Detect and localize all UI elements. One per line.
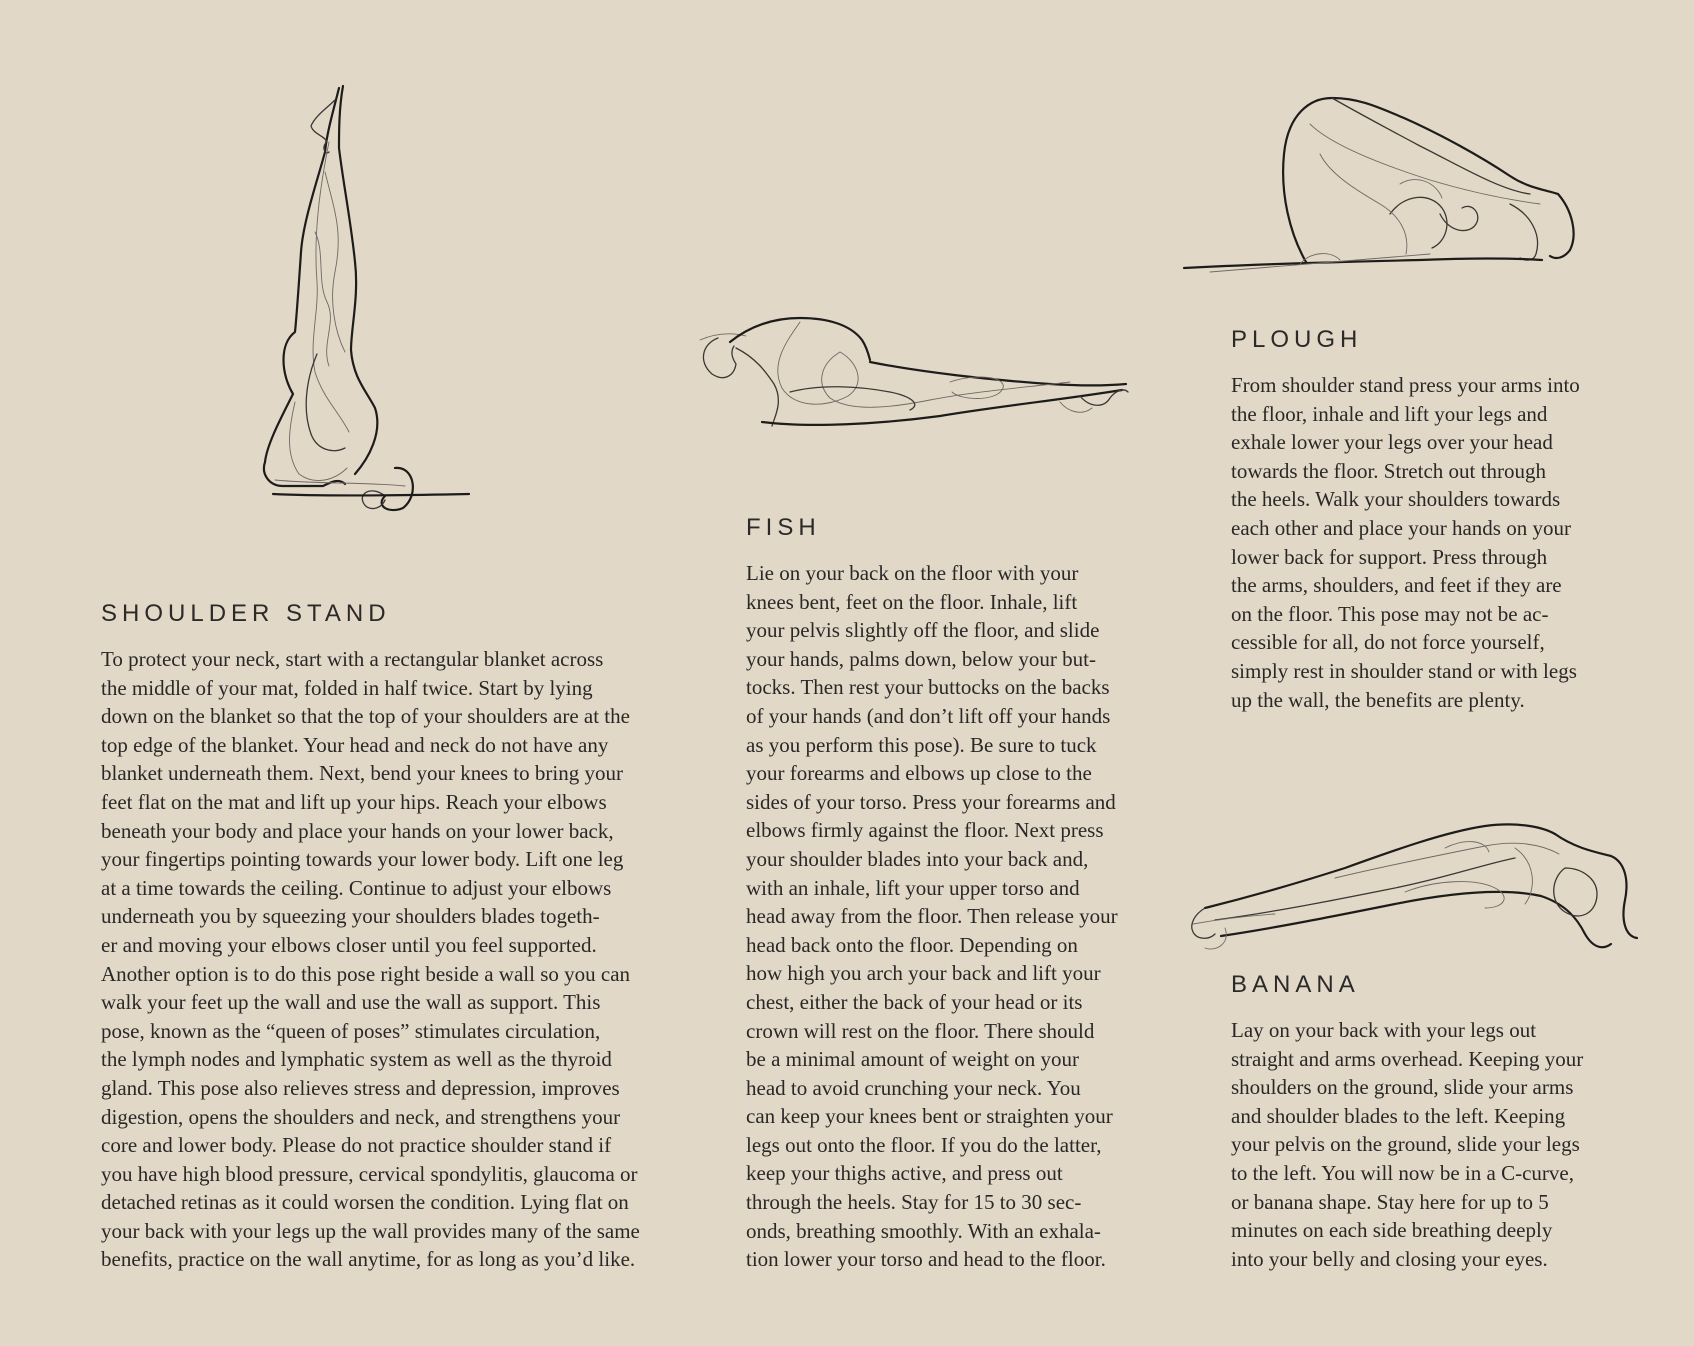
text-line: minutes on each side breathing deeply bbox=[1231, 1218, 1553, 1243]
plough-title: PLOUGH bbox=[1231, 326, 1363, 353]
text-line: as you perform this pose). Be sure to tuck bbox=[746, 732, 1097, 757]
text-line: er and moving your elbows closer until you feel supported. bbox=[101, 932, 597, 957]
text-line: with an inhale, lift your upper torso and bbox=[746, 875, 1080, 900]
text-line: be a minimal amount of weight on your bbox=[746, 1047, 1080, 1072]
text-line: to the left. You will now be in a C-curve, bbox=[1231, 1160, 1574, 1185]
text-line: straight and arms overhead. Keeping your bbox=[1231, 1046, 1584, 1071]
text-line: legs out onto the floor. If you do the latter, bbox=[746, 1132, 1102, 1157]
text-line: feet flat on the mat and lift up your hips. Reach your elbows bbox=[101, 789, 607, 814]
text-line: head to avoid crunching your neck. You bbox=[746, 1075, 1081, 1100]
text-line: the floor, inhale and lift your legs and bbox=[1231, 401, 1548, 426]
text-line: pose, known as the “queen of poses” stimulates circulation, bbox=[101, 1018, 601, 1043]
plough-pose-figure-icon bbox=[1180, 94, 1580, 280]
text-line: you have high blood pressure, cervical spondylitis, glaucoma or bbox=[101, 1161, 638, 1186]
text-line: each other and place your hands on your bbox=[1231, 515, 1571, 540]
text-line: shoulders on the ground, slide your arms bbox=[1231, 1075, 1574, 1100]
text-line: From shoulder stand press your arms into bbox=[1231, 373, 1580, 397]
text-line: on the floor. This pose may not be ac- bbox=[1231, 601, 1549, 626]
text-line: Lie on your back on the floor with your bbox=[746, 561, 1079, 585]
text-line: your shoulder blades into your back and, bbox=[746, 846, 1089, 871]
text-line: into your belly and closing your eyes. bbox=[1231, 1246, 1548, 1271]
text-line: sides of your torso. Press your forearms and bbox=[746, 789, 1116, 814]
text-line: benefits, practice on the wall anytime, for as long as you’d like. bbox=[101, 1247, 636, 1272]
shoulder-stand-title: SHOULDER STAND bbox=[101, 600, 391, 627]
text-line: gland. This pose also relieves stress and depression, improves bbox=[101, 1075, 620, 1100]
text-line: head back onto the floor. Depending on bbox=[746, 932, 1078, 957]
text-line: digestion, opens the shoulders and neck, and strengthens your bbox=[101, 1104, 621, 1129]
text-line: detached retinas as it could worsen the condition. Lying flat on bbox=[101, 1190, 629, 1215]
text-line: your pelvis on the ground, slide your legs bbox=[1231, 1132, 1580, 1157]
text-line: cessible for all, do not force yourself, bbox=[1231, 630, 1545, 655]
text-line: keep your thighs active, and press out bbox=[746, 1161, 1063, 1186]
text-line: the heels. Walk your shoulders towards bbox=[1231, 487, 1561, 512]
text-line: core and lower body. Please do not practice shoulder stand if bbox=[101, 1133, 612, 1158]
text-line: your back with your legs up the wall provides many of the same bbox=[101, 1218, 640, 1243]
text-line: knees bent, feet on the floor. Inhale, lift bbox=[746, 589, 1078, 614]
text-line: your forearms and elbows up close to the bbox=[746, 761, 1092, 786]
text-line: chest, either the back of your head or its bbox=[746, 989, 1083, 1014]
text-line: lower back for support. Press through bbox=[1231, 544, 1548, 569]
text-line: up the wall, the benefits are plenty. bbox=[1231, 687, 1525, 712]
text-line: and shoulder blades to the left. Keeping bbox=[1231, 1103, 1566, 1128]
text-line: or banana shape. Stay here for up to 5 bbox=[1231, 1189, 1549, 1214]
text-line: at a time towards the ceiling. Continue to adjust your elbows bbox=[101, 875, 612, 900]
fish-pose-figure-icon bbox=[690, 312, 1130, 442]
shoulder-stand-description bbox=[101, 645, 640, 1274]
text-line: exhale lower your legs over your head bbox=[1231, 430, 1553, 455]
text-line: onds, breathing smoothly. With an exhala- bbox=[746, 1218, 1101, 1243]
text-line: towards the floor. Stretch out through bbox=[1231, 458, 1546, 483]
banana-description bbox=[1231, 1016, 1583, 1273]
text-line: your pelvis slightly off the floor, and slide bbox=[746, 618, 1100, 643]
fish-description bbox=[746, 559, 1118, 1274]
text-line: your fingertips pointing towards your lower body. Lift one leg bbox=[101, 847, 624, 872]
banana-title: BANANA bbox=[1231, 971, 1360, 998]
text-line: of your hands (and don’t lift off your hands bbox=[746, 703, 1111, 728]
text-line: tocks. Then rest your buttocks on the backs bbox=[746, 675, 1110, 700]
text-line: can keep your knees bent or straighten your bbox=[746, 1104, 1113, 1129]
text-line: the arms, shoulders, and feet if they are bbox=[1231, 573, 1562, 598]
text-line: crown will rest on the floor. There should bbox=[746, 1018, 1095, 1043]
text-line: beneath your body and place your hands on your lower back, bbox=[101, 818, 614, 843]
text-line: your hands, palms down, below your but- bbox=[746, 646, 1096, 671]
text-line: walk your feet up the wall and use the wall as support. This bbox=[101, 990, 601, 1015]
text-line: simply rest in shoulder stand or with legs bbox=[1231, 658, 1577, 683]
text-line: To protect your neck, start with a rectangular blanket across bbox=[101, 647, 604, 671]
banana-pose-figure-icon bbox=[1185, 808, 1640, 956]
plough-description bbox=[1231, 371, 1580, 714]
text-line: through the heels. Stay for 15 to 30 sec- bbox=[746, 1190, 1082, 1215]
text-line: how high you arch your back and lift your bbox=[746, 961, 1101, 986]
text-line: underneath you by squeezing your shoulders blades togeth- bbox=[101, 904, 600, 929]
text-line: down on the blanket so that the top of your shoulders are at the bbox=[101, 704, 630, 729]
shoulder-stand-figure-icon bbox=[255, 82, 475, 522]
text-line: the middle of your mat, folded in half twice. Start by lying bbox=[101, 675, 593, 700]
text-line: the lymph nodes and lymphatic system as well as the thyroid bbox=[101, 1047, 612, 1072]
text-line: top edge of the blanket. Your head and neck do not have any bbox=[101, 732, 609, 757]
text-line: Lay on your back with your legs out bbox=[1231, 1018, 1537, 1042]
fish-title: FISH bbox=[746, 514, 821, 541]
text-line: head away from the floor. Then release your bbox=[746, 904, 1118, 929]
text-line: blanket underneath them. Next, bend your knees to bring your bbox=[101, 761, 623, 786]
text-line: elbows firmly against the floor. Next press bbox=[746, 818, 1104, 843]
text-line: tion lower your torso and head to the floor. bbox=[746, 1247, 1106, 1272]
text-line: Another option is to do this pose right beside a wall so you can bbox=[101, 961, 631, 986]
